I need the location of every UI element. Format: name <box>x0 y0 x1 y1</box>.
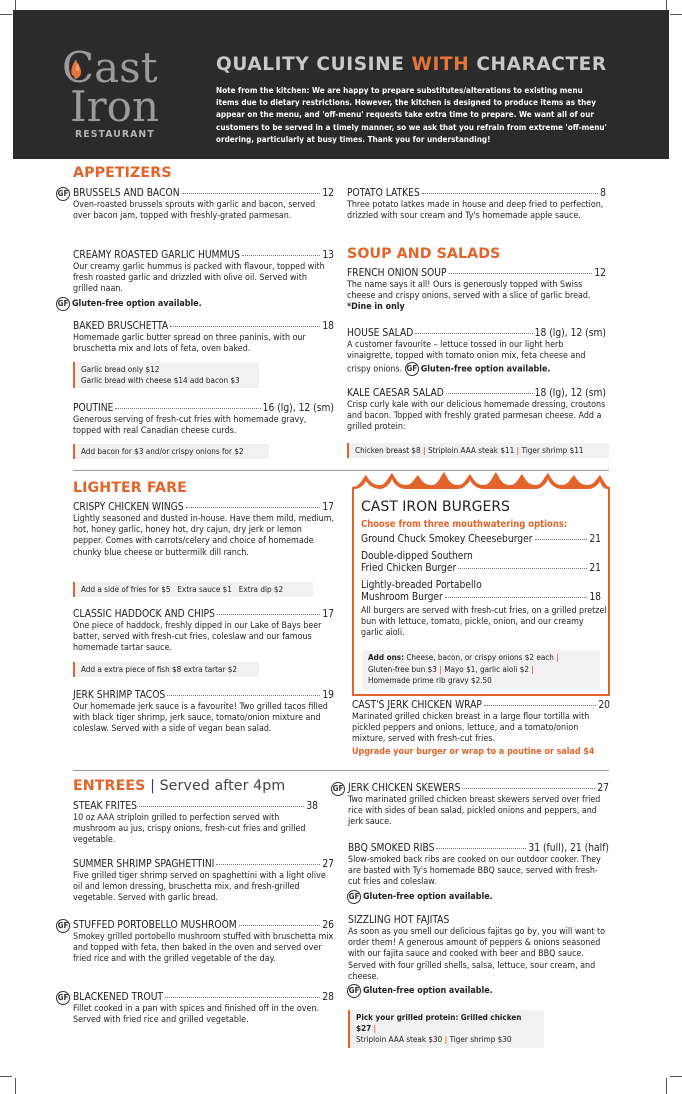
item-description: Our creamy garlic hummus is packed with flavour, topped with fresh roasted garlic and drizzled with olive oil. Served with grilled naan. <box>73 262 325 295</box>
menu-item-kale-caesar <box>347 388 606 434</box>
cast-iron-logo <box>60 41 180 146</box>
gluten-free-icon: GF <box>405 362 419 376</box>
item-name: CREAMY ROASTED GARLIC HUMMUS <box>73 250 240 261</box>
gluten-free-note: Gluten-free option available. <box>363 986 493 997</box>
crop-mark <box>670 14 682 15</box>
item-name: POUTINE <box>73 403 114 414</box>
tagline-accent: WITH <box>411 54 470 75</box>
entrees-subtitle: Served after 4pm <box>159 778 286 794</box>
addon-option: Tiger shrimp $30 <box>449 1034 512 1045</box>
item-description: Slow-smoked back ribs are cooked on our outdoor cooker. They are basted with Ty's homemade BBQ sauce, served with fresh-cut fries and coleslaw. <box>348 855 601 888</box>
addon-option: Gluten-free bun $3 <box>368 663 437 674</box>
item-description: As soon as you smell our delicious fajitas go by, you will want to order them! A generous amount of peppers & onions seasoned with our fajita sauce and cooked with beer and BBQ sauce. Served with four grilled shells, salsa, lettuce, sour cream, and cheese. <box>348 927 606 982</box>
addon-option: Striploin AAA steak $11 <box>427 445 515 455</box>
item-name: STUFFED PORTOBELLO MUSHROOM <box>73 920 237 931</box>
item-price: 21 <box>589 534 601 545</box>
addon-line: Garlic bread with cheese $14 add bacon $3 <box>81 375 240 386</box>
addon-box <box>73 582 313 597</box>
burgers-crown-decoration <box>352 471 610 495</box>
item-description: One piece of haddock, freshly dipped in our Lake of Bays beer batter, served with fresh-cut fries, coleslaw and our famous homemade tartar sauce. <box>73 621 322 654</box>
menu-item-brussels <box>57 188 334 222</box>
addon-label: Pick your grilled protein: <box>356 1012 459 1022</box>
gluten-free-icon: GF <box>56 991 70 1005</box>
addon-option: Cheese, bacon, or crispy onions $2 each <box>406 652 554 662</box>
item-name-line: Lightly-breaded Portabello <box>361 580 482 591</box>
item-name: Mushroom Burger <box>361 592 443 604</box>
item-description: Oven-roasted brussels sprouts with garlic and bacon, served over bacon jam, topped with freshly-grated parmesan. <box>73 200 316 222</box>
item-price: 20 <box>598 700 610 711</box>
burger-option <box>361 551 601 576</box>
crop-mark <box>0 14 12 15</box>
gluten-free-icon: GF <box>347 984 361 998</box>
section-divider <box>73 770 609 771</box>
item-name: FRENCH ONION SOUP <box>347 268 447 279</box>
gluten-free-note: Gluten-free option available. <box>72 298 202 309</box>
crop-mark <box>670 1076 682 1077</box>
item-name: BLACKENED TROUT <box>73 992 164 1003</box>
item-name: JERK SHRIMP TACOS <box>73 690 166 701</box>
menu-item-house-salad <box>347 328 606 376</box>
item-price: 27 <box>597 783 609 794</box>
burgers-heading: CAST IRON BURGERS <box>361 499 510 515</box>
item-name: SUMMER SHRIMP SPAGHETTINI <box>73 859 215 870</box>
item-price: 8 <box>600 188 606 199</box>
item-price: 18 <box>322 321 334 332</box>
menu-item-latkes <box>347 188 606 222</box>
gluten-free-icon: GF <box>331 782 345 796</box>
menu-item-hummus <box>57 250 334 311</box>
upgrade-note: Upgrade your burger or wrap to a poutine or salad $4 <box>352 746 595 757</box>
entrees-title: ENTREES <box>73 778 146 794</box>
protein-addon-box: Pick your grilled protein: Grilled chicken $27 | Striploin AAA steak $30 | Tiger shrimp $30 <box>348 1010 544 1048</box>
addon-line: Add a extra piece of fish $8 extra tartar $2 <box>81 664 238 674</box>
item-price: 38 <box>306 801 318 812</box>
addon-line: Garlic bread only $12 <box>81 364 160 374</box>
addon-label: Add ons: <box>368 652 405 662</box>
item-price: 31 (full), 21 (half) <box>528 843 609 854</box>
kitchen-note-label: Note from the kitchen: <box>216 85 310 95</box>
dine-in-note: *Dine in only <box>347 302 405 313</box>
item-description: Homemade garlic butter spread on three paninis, with our bruschetta mix and lots of feta, oven baked. <box>73 333 306 355</box>
logo-line3: RESTAURANT <box>75 129 155 140</box>
item-price: 18 <box>589 592 601 604</box>
addon-option: Chicken breast $8 <box>355 445 421 455</box>
protein-addon-box: Chicken breast $8 | Striploin AAA steak $11 | Tiger shrimp $11 <box>347 443 609 458</box>
item-price: 16 (lg), 12 (sm) <box>262 403 334 414</box>
menu-item-spaghettini <box>73 859 334 905</box>
item-name: KALE CAESAR SALAD <box>347 388 444 399</box>
item-price: 17 <box>322 502 334 513</box>
soup-heading: SOUP AND SALADS <box>347 246 501 262</box>
addon-line: Add bacon for $3 and/or crispy onions for $2 <box>81 446 244 456</box>
menu-item-wings <box>73 502 334 559</box>
kitchen-note-text: We are happy to prepare substitutes/alterations to existing menu items due to dietary restrictions. However, the kitchen is designed to produce items as they appear on the menu, and 'off-menu' requests take extra time to prepare. We want all of our customers to be served in a timely manner, so we ask that you refrain from extreme 'off-menu' ordering, particularly at busy times. Thank you for understanding! <box>216 85 607 144</box>
item-price: 12 <box>322 188 334 199</box>
tagline-post: CHARACTER <box>469 54 607 75</box>
gluten-free-note: Gluten-free option available. <box>420 364 551 375</box>
addon-option: Striploin AAA steak $30 <box>356 1034 443 1045</box>
entrees-heading: ENTREES | Served after 4pm <box>73 778 286 794</box>
addon-option: Homemade prime rib gravy $2.50 <box>368 675 492 685</box>
tagline <box>216 54 607 75</box>
item-name: BAKED BRUSCHETTA <box>73 321 169 332</box>
item-name: CAST'S JERK CHICKEN WRAP <box>352 700 482 711</box>
lighter-fare-heading: LIGHTER FARE <box>73 480 187 496</box>
item-description: Crisp curly kale with our delicious homemade dressing, croutons and bacon. Topped with freshly grated parmesan cheese. Add a grilled protein: <box>347 400 606 433</box>
addon-option: Grilled chicken $27 <box>356 1012 522 1034</box>
gluten-free-icon: GF <box>56 919 70 933</box>
item-description: Three potato latkes made in house and deep fried to perfection, drizzled with sour cream and Ty's homemade apple sauce. <box>347 200 604 222</box>
burgers-box <box>352 493 610 696</box>
menu-item-skewers <box>332 783 609 829</box>
menu-item-tacos <box>73 690 334 736</box>
addon-box <box>73 662 259 677</box>
item-price: 17 <box>322 609 334 620</box>
addon-option: Tiger shrimp $11 <box>521 445 584 455</box>
item-description: Generous serving of fresh-cut fries with homemade gravy, topped with real Canadian cheese curds. <box>73 415 307 437</box>
kitchen-note <box>216 84 608 145</box>
gluten-free-icon: GF <box>56 297 70 311</box>
addon-box <box>73 444 269 459</box>
logo-line2: Iron <box>70 82 160 131</box>
item-description: Smokey grilled portobello mushroom stuffed with bruschetta mix and topped with feta, then baked in the oven and served over fried rice and with the grilled vegetable of the day. <box>73 932 334 965</box>
crop-mark <box>15 1078 16 1094</box>
menu-item-jerk-wrap <box>352 700 610 757</box>
item-price: 18 (lg), 12 (sm) <box>534 328 606 339</box>
menu-item-bruschetta <box>73 321 334 355</box>
crop-mark <box>0 1076 12 1077</box>
item-name: CLASSIC HADDOCK AND CHIPS <box>73 609 215 620</box>
menu-item-steak-frites <box>73 801 318 847</box>
item-description: Fillet cooked in a pan with spices and finished off in the oven. Served with fried rice and grilled vegetable. <box>73 1004 319 1026</box>
tagline-pre: QUALITY CUISINE <box>216 54 412 75</box>
item-description: Lightly seasoned and dusted in-house. Have them mild, medium, hot, honey garlic, honey hot, dry cajun, dry jerk or lemon pepper. Comes with carrots/celery and choice of homemade chunky blue cheese or buttermilk dill ranch. <box>73 514 335 558</box>
item-name-line: Double-dipped Southern <box>361 551 473 562</box>
appetizers-heading: APPETIZERS <box>73 165 172 181</box>
burgers-choose-text: Choose from three mouthwatering options: <box>361 519 568 530</box>
item-name: BRUSSELS AND BACON <box>73 188 180 199</box>
burger-option <box>361 534 601 546</box>
addon-box <box>73 362 259 388</box>
menu-item-onion-soup <box>347 268 606 314</box>
burgers-description: All burgers are served with fresh-cut fries, on a grilled pretzel bun with lettuce, tomato, pickle, onion, and our creamy garlic aioli. <box>361 606 607 639</box>
addon-option: Mayo $1, garlic aioli $2 <box>444 663 529 674</box>
menu-item-fajitas <box>348 915 609 998</box>
crop-mark <box>666 1078 667 1094</box>
item-price: 19 <box>322 690 334 701</box>
item-description: The name says it all! Ours is generously topped with Swiss cheese and crispy onions, served with a slice of garlic bread. <box>347 280 591 302</box>
item-price: 18 (lg), 12 (sm) <box>534 388 606 399</box>
menu-item-haddock <box>73 609 334 655</box>
item-description: 10 oz AAA striploin grilled to perfection served with mushroom au jus, crispy onions, fresh-cut fries and grilled vegetable. <box>73 813 306 846</box>
item-name: Fried Chicken Burger <box>361 563 457 575</box>
item-name: JERK CHICKEN SKEWERS <box>348 783 461 794</box>
item-description: Five grilled tiger shrimp served on spaghettini with a light olive oil and lemon dressing, bruschetta mix, and fresh-grilled vegetable. Served with garlic bread. <box>73 871 326 904</box>
gluten-free-icon: GF <box>347 890 361 904</box>
item-description: Our homemade jerk sauce is a favourite! Two grilled tacos filled with black tiger shrimp, jerk sauce, tomato/onion mixture and coleslaw. Served with a side of vegan bean salad. <box>73 702 328 735</box>
item-name: POTATO LATKES <box>347 188 420 199</box>
gluten-free-icon: GF <box>56 187 70 201</box>
menu-item-poutine <box>73 403 334 437</box>
item-price: 26 <box>322 920 334 931</box>
item-name: SIZZLING HOT FAJITAS <box>348 915 450 926</box>
item-name: CRISPY CHICKEN WINGS <box>73 502 184 513</box>
item-price: 12 <box>594 268 606 279</box>
addon-line: Add a side of fries for $5 Extra sauce $1 Extra dip $2 <box>81 584 284 594</box>
item-price: 27 <box>322 859 334 870</box>
item-description: Two marinated grilled chicken breast skewers served over fried rice with sides of bean salad, pickled onions and peppers, and jerk sauce. <box>348 795 601 828</box>
item-price: 21 <box>589 563 601 575</box>
item-price: 28 <box>322 992 334 1003</box>
burger-option <box>361 580 601 605</box>
burgers-addon-box: Add ons: Cheese, bacon, or crispy onions $2 each | Gluten-free bun $3 | Mayo $1, garlic aioli $2 | Homemade prime rib gravy $2.50 <box>362 650 600 689</box>
item-name: Ground Chuck Smokey Cheeseburger <box>361 534 533 545</box>
item-name: BBQ SMOKED RIBS <box>348 843 435 854</box>
item-description: Marinated grilled chicken breast in a large flour tortilla with pickled peppers and onions, lettuce, and a tomato/onion mixture, served with fresh-cut fries. <box>352 712 590 745</box>
menu-item-ribs <box>348 843 609 904</box>
item-price: 13 <box>322 250 334 261</box>
item-name: STEAK FRITES <box>73 801 137 812</box>
logo-line1: Cast <box>62 43 158 92</box>
gluten-free-note: Gluten-free option available. <box>363 891 493 902</box>
menu-item-portobello <box>57 920 334 966</box>
item-description: A customer favourite – lettuce tossed in our light herb vinaigrette, topped with tomato onion mix, feta cheese and crispy onions. <box>347 340 586 375</box>
menu-item-trout <box>57 992 334 1026</box>
item-name: HOUSE SALAD <box>347 328 414 339</box>
